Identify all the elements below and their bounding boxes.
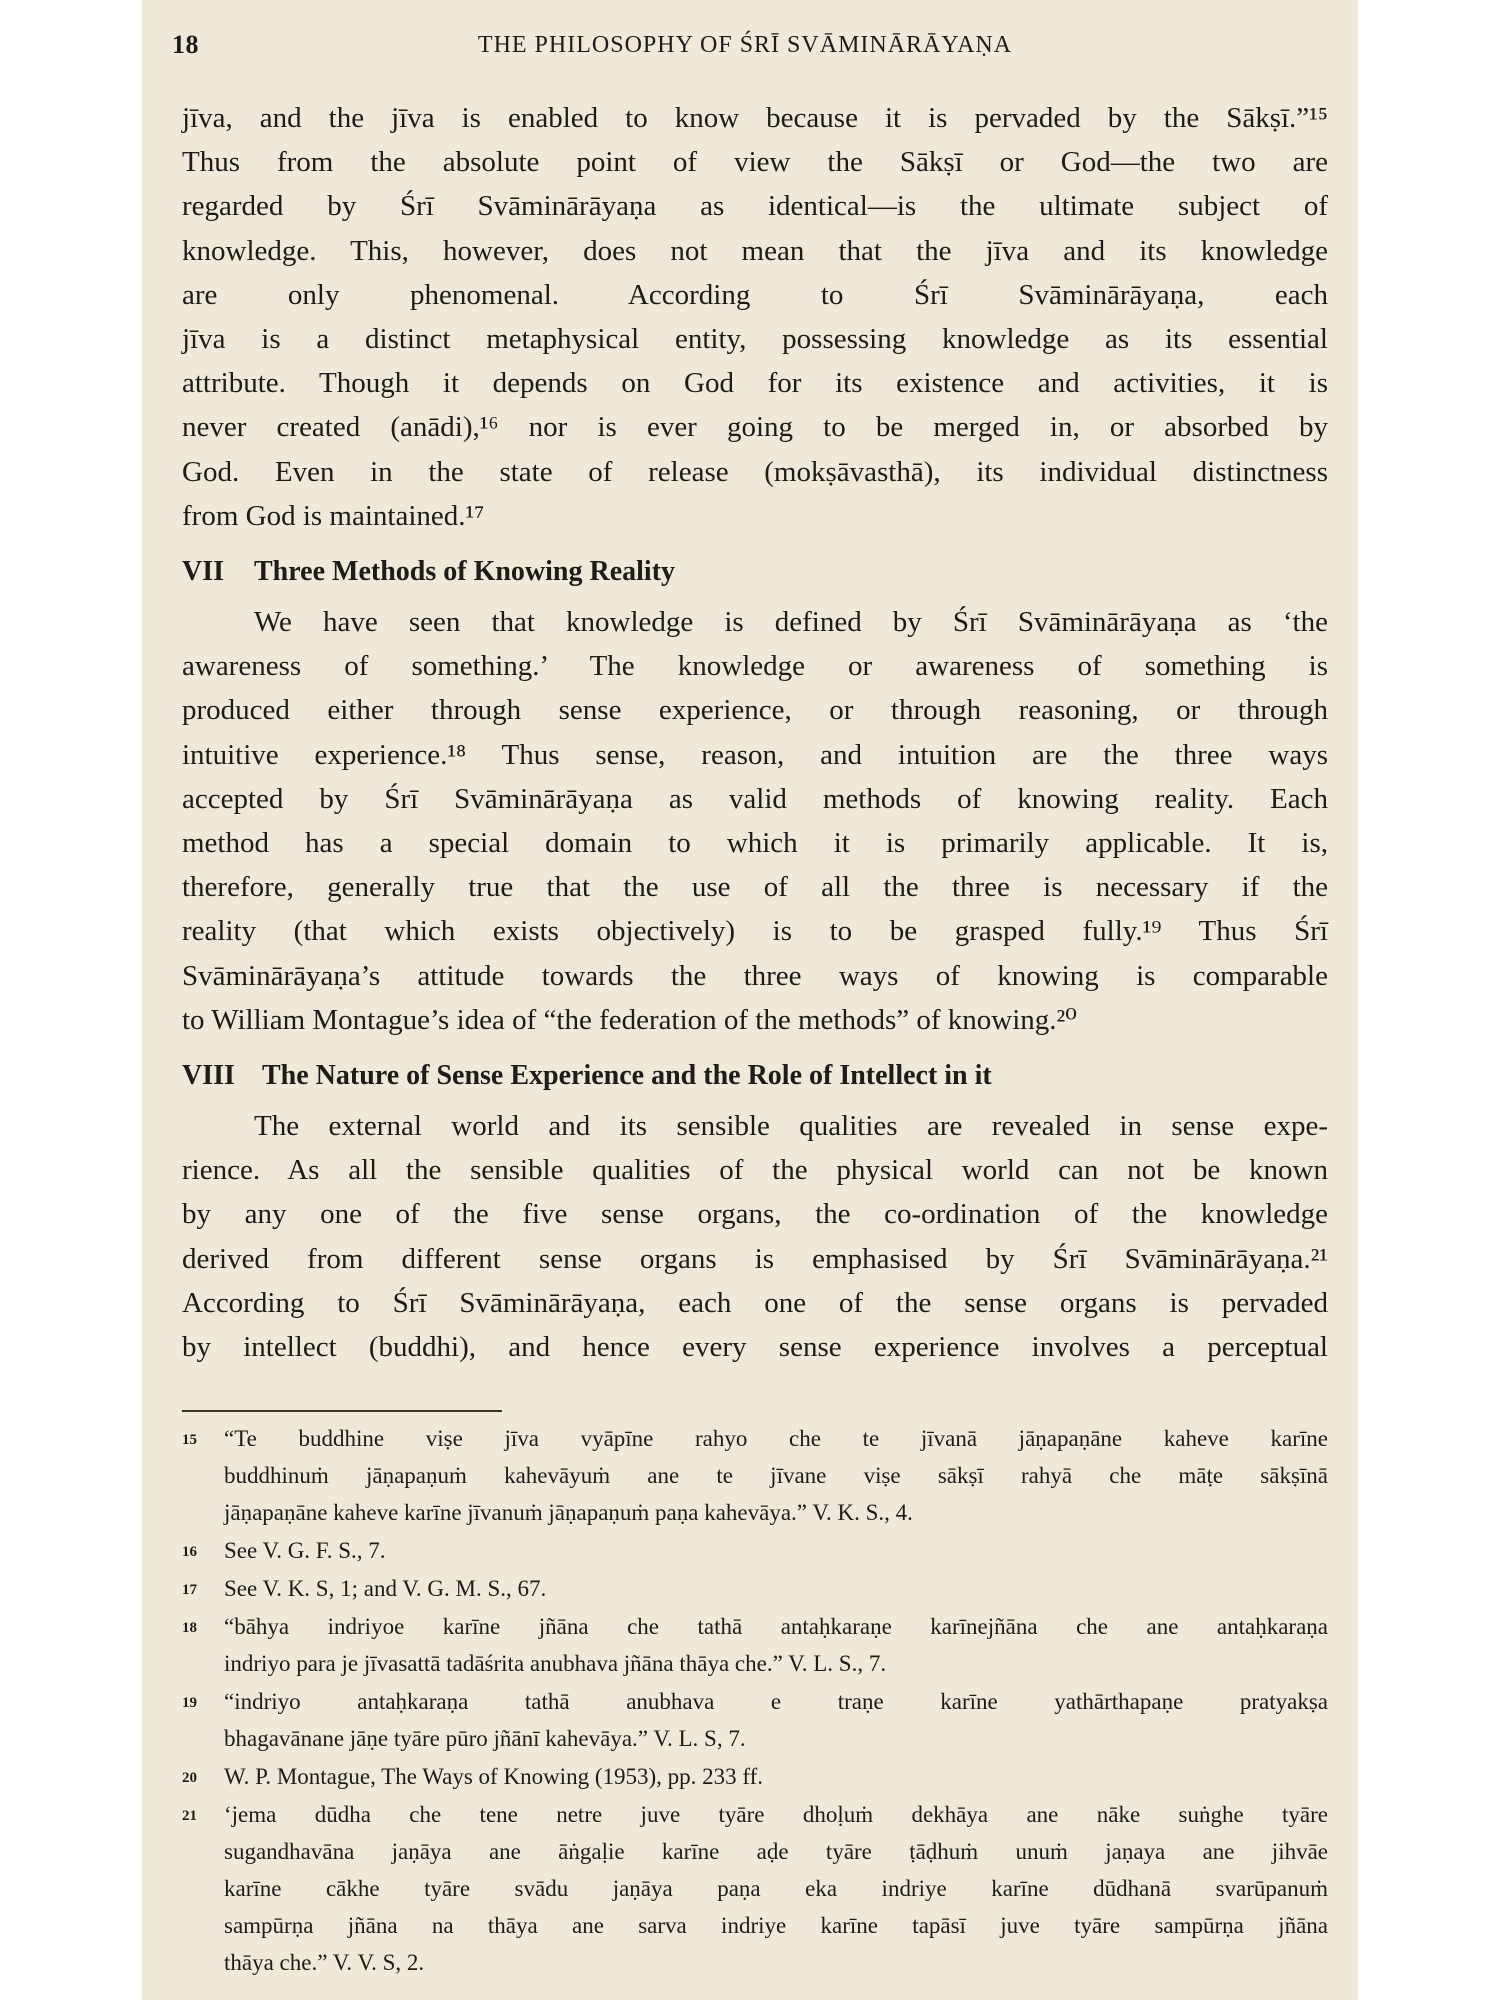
footnote-21 — [182, 1796, 1328, 1981]
footnote-line: See V. G. F. S., 7. — [224, 1538, 386, 1563]
text-line: jīva is a distinct metaphysical entity, possessing knowledge as its essential — [182, 323, 1328, 356]
text-line: Thus from the absolute point of view the Sākṣī or God—the two are — [182, 146, 1328, 179]
text-line: rience. As all the sensible qualities of the physical world can not be known — [182, 1154, 1328, 1187]
text-line: are only phenomenal. According to Śrī Svāminārāyaṇa, each — [182, 278, 1328, 311]
footnote-line: thāya che.” V. V. S, 2. — [224, 1950, 425, 1975]
footnote-16 — [182, 1532, 1328, 1569]
footnote-line: indriyo para je jīvasattā tadāśrita anubhava jñāna thāya che.” V. L. S., 7. — [224, 1651, 887, 1676]
footnote-number: 19 — [182, 1695, 197, 1711]
footnote-number: 16 — [182, 1544, 197, 1560]
section-number: VIII — [182, 1060, 235, 1092]
footnote-number: 20 — [182, 1770, 197, 1786]
section-vii-paragraph — [182, 600, 1328, 1042]
text-line: Svāminārāyaṇa’s attitude towards the three ways of knowing is comparable — [182, 959, 1328, 992]
text-line: knowledge. This, however, does not mean that the jīva and its knowledge — [182, 234, 1328, 267]
footnote-20 — [182, 1758, 1328, 1795]
book-page — [142, 0, 1358, 2000]
text-line: to William Montague’s idea of “the federation of the methods” of knowing.²⁰ — [182, 1003, 1077, 1036]
footnote-15 — [182, 1420, 1328, 1531]
footnote-number: 21 — [182, 1808, 197, 1824]
section-title: The Nature of Sense Experience and the Role of Intellect in it — [262, 1060, 992, 1092]
text-line: intuitive experience.¹⁸ Thus sense, reason, and intuition are the three ways — [182, 738, 1328, 771]
footnote-line: jāṇapaṇāne kaheve karīne jīvanuṁ jāṇapaṇuṁ paṇa kahevāya.” V. K. S., 4. — [224, 1500, 913, 1525]
footnote-line: “indriyo antaḥkaraṇa tathā anubhava e traṇe karīne yathārthapaṇe pratyakṣa — [224, 1689, 1328, 1714]
footnote-number: 17 — [182, 1582, 197, 1598]
text-line: derived from different sense organs is emphasised by Śrī Svāminārāyaṇa.²¹ — [182, 1242, 1328, 1275]
text-line: attribute. Though it depends on God for its existence and activities, it is — [182, 367, 1328, 400]
paragraph-continuation — [182, 96, 1328, 538]
section-number: VII — [182, 556, 225, 588]
text-line: God. Even in the state of release (mokṣāvasthā), its individual distinctness — [182, 455, 1328, 488]
footnote-line: sampūrṇa jñāna na thāya ane sarva indriye karīne tapāsī juve tyāre sampūrṇa jñāna — [224, 1913, 1328, 1938]
footnote-line: bhagavānane jāṇe tyāre pūro jñānī kahevāya.” V. L. S, 7. — [224, 1726, 746, 1751]
footnote-line: W. P. Montague, The Ways of Knowing (1953), pp. 233 ff. — [224, 1764, 764, 1789]
text-line: by intellect (buddhi), and hence every sense experience involves a perceptual — [182, 1331, 1328, 1364]
footnote-line: “Te buddhine viṣe jīva vyāpīne rahyo che te jīvanā jāṇapaṇāne kaheve karīne — [224, 1426, 1328, 1451]
running-head — [172, 30, 1318, 70]
footnote-line: karīne cākhe tyāre svādu jaṇāya paṇa eka indriye karīne dūdhanā svarūpanuṁ — [224, 1876, 1328, 1901]
page-number: 18 — [172, 30, 199, 59]
footnote-number: 18 — [182, 1620, 197, 1636]
footnote-19 — [182, 1683, 1328, 1757]
footnote-18 — [182, 1608, 1328, 1682]
text-line: accepted by Śrī Svāminārāyaṇa as valid methods of knowing reality. Each — [182, 782, 1328, 815]
text-line: regarded by Śrī Svāminārāyaṇa as identical—is the ultimate subject of — [182, 190, 1328, 223]
section-heading-vii — [182, 552, 1328, 592]
section-viii-paragraph — [182, 1104, 1328, 1369]
text-line: jīva, and the jīva is enabled to know because it is pervaded by the Sākṣī.”¹⁵ — [182, 102, 1328, 134]
footnote-line: ‘jema dūdha che tene netre juve tyāre dhoḷuṁ dekhāya ane nāke suṅghe tyāre — [224, 1802, 1328, 1827]
running-title: THE PHILOSOPHY OF ŚRĪ SVĀMINĀRĀYAṆA — [477, 32, 1013, 58]
text-line: therefore, generally true that the use of all the three is necessary if the — [182, 871, 1328, 904]
footnote-line: buddhinuṁ jāṇapaṇuṁ kahevāyuṁ ane te jīvane viṣe sākṣī rahyā che māṭe sākṣīnā — [224, 1463, 1328, 1488]
section-title: Three Methods of Knowing Reality — [254, 556, 676, 588]
body-text — [182, 96, 1328, 1369]
section-heading-viii — [182, 1056, 1328, 1096]
footnote-divider — [182, 1410, 502, 1412]
text-line: The external world and its sensible qualities are revealed in sense expe- — [254, 1110, 1328, 1143]
footnote-17 — [182, 1570, 1328, 1607]
footnote-line: sugandhavāna jaṇāya ane āṅgaḷie karīne aḍe tyāre ṭāḍhuṁ unuṁ jaṇaya ane jihvāe — [224, 1839, 1328, 1864]
text-line: awareness of something.’ The knowledge or awareness of something is — [182, 650, 1328, 683]
footnote-line: See V. K. S, 1; and V. G. M. S., 67. — [224, 1576, 547, 1601]
text-line: We have seen that knowledge is defined by Śrī Svāminārāyaṇa as ‘the — [254, 606, 1328, 639]
footnote-number: 15 — [182, 1432, 197, 1448]
text-line: by any one of the five sense organs, the co-ordination of the knowledge — [182, 1198, 1328, 1231]
footnotes — [182, 1420, 1328, 1982]
footnote-line: “bāhya indriyoe karīne jñāna che tathā antaḥkaraṇe karīnejñāna che ane antaḥkaraṇa — [224, 1614, 1328, 1639]
text-line: produced either through sense experience, or through reasoning, or through — [182, 694, 1328, 727]
text-line: from God is maintained.¹⁷ — [182, 499, 485, 532]
text-line: method has a special domain to which it is primarily applicable. It is, — [182, 827, 1328, 860]
text-line: never created (anādi),¹⁶ nor is ever going to be merged in, or absorbed by — [182, 411, 1328, 444]
text-line: According to Śrī Svāminārāyaṇa, each one of the sense organs is pervaded — [182, 1286, 1328, 1319]
text-line: reality (that which exists objectively) is to be grasped fully.¹⁹ Thus Śrī — [182, 915, 1328, 948]
